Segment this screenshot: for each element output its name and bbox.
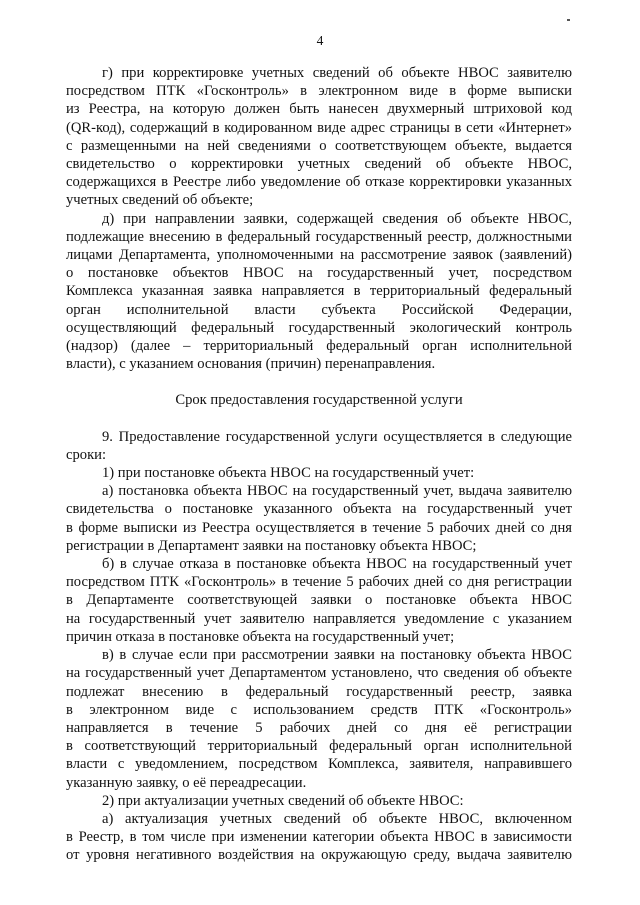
text-line: регистрации в Департамент заявки на постановку объекта НВОС; bbox=[66, 537, 477, 554]
text-line: подлежащие внесению в федеральный государственный реестр, должностными bbox=[66, 228, 572, 245]
text-line: причин отказа в постановке объекта на государственный учет; bbox=[66, 628, 455, 645]
text-line: посредством ПТК «Госконтроль» в электронном виде в форме выписки bbox=[66, 83, 572, 100]
text-line: о постановке объектов НВОС на государственный учет, посредством bbox=[66, 265, 572, 282]
text-line: (QR-код), содержащий в кодированном виде адрес страницы в сети «Интернет» bbox=[66, 119, 572, 136]
text-line: 1) при постановке объекта НВОС на государственный учет: bbox=[102, 465, 475, 482]
text-line: направляется в течение 5 рабочих дней со дня её регистрации bbox=[66, 719, 572, 736]
text-line: 9. Предоставление государственной услуги осуществляется в следующие bbox=[102, 428, 572, 445]
text-line: от уровня негативного воздействия на окружающую среду, выдача заявителю bbox=[66, 847, 572, 864]
text-line: власти с уведомлением, посредством Комплекса, заявителя, направившего bbox=[66, 756, 572, 773]
text-line: Комплекса указанная заявка направляется в территориальный федеральный bbox=[66, 283, 572, 300]
text-line: содержащихся в Реестре либо уведомление об отказе корректировки указанных bbox=[66, 174, 572, 191]
page-number: 4 bbox=[316, 33, 324, 48]
text-line: в Департаменте соответствующей заявки о постановке объекта НВОС bbox=[66, 592, 572, 609]
text-line: подлежат внесению в федеральный государственный реестр, заявка bbox=[66, 683, 572, 700]
text-line: д) при направлении заявки, содержащей сведения об объекте НВОС, bbox=[102, 210, 572, 227]
text-line: в форме выписки из Реестра осуществляется в течение 5 рабочих дней со дня bbox=[66, 519, 572, 536]
text-line: в электронном виде с использованием средств ПТК «Госконтроль» bbox=[66, 701, 572, 718]
text-line: б) в случае отказа в постановке объекта НВОС на государственный учет bbox=[102, 556, 572, 573]
text-line: а) актуализация учетных сведений об объекте НВОС, включенном bbox=[102, 810, 572, 827]
text-line: свидетельства о постановке указанного объекта на государственный учет bbox=[66, 501, 572, 518]
text-line: из Реестра, на которую должен быть нанесен двухмерный штриховой код bbox=[66, 101, 572, 118]
text-line: 2) при актуализации учетных сведений об объекте НВОС: bbox=[102, 792, 464, 809]
section-heading: Срок предоставления государственной услуги bbox=[175, 392, 463, 409]
text-line: сроки: bbox=[66, 446, 107, 463]
text-line: орган исполнительной власти субъекта Российской Федерации, bbox=[66, 301, 572, 318]
text-line: на государственный учет заявителю направляется уведомление с указанием bbox=[66, 610, 572, 627]
text-line: (надзор) (далее – территориальный федеральный орган исполнительной bbox=[66, 338, 572, 355]
text-line: с размещенными на ней сведениями о соответствующем объекте, выдается bbox=[66, 137, 572, 154]
text-line: в Реестр, в том числе при изменении категории объекта НВОС в зависимости bbox=[66, 829, 572, 846]
text-line: свидетельство о корректировки учетных сведений об объекте НВОС, bbox=[66, 156, 572, 173]
text-line: осуществляющий федеральный государственный экологический контроль bbox=[66, 319, 572, 336]
text-line: указанную заявку, о её переадресации. bbox=[66, 774, 307, 791]
paragraph-gap bbox=[66, 373, 572, 391]
text-line: власти), с указанием основания (причин) перенаправления. bbox=[66, 356, 436, 373]
scan-mark bbox=[567, 19, 570, 21]
paragraph-gap bbox=[66, 410, 572, 428]
document-body bbox=[66, 64, 572, 865]
text-line: на государственный учет Департаментом установлено, что сведения об объекте bbox=[66, 665, 572, 682]
text-line: г) при корректировке учетных сведений об объекте НВОС заявителю bbox=[102, 65, 572, 81]
text-line: посредством ПТК «Госконтроль» в течение 5 рабочих дней со дня регистрации bbox=[66, 574, 572, 591]
text-line: лицами Департамента, уполномоченными на рассмотрение заявок (заявлений) bbox=[66, 247, 572, 264]
text-line: а) постановка объекта НВОС на государственный учет, выдача заявителю bbox=[102, 483, 572, 500]
text-line: в) в случае если при рассмотрении заявки на постановку объекта НВОС bbox=[102, 647, 572, 664]
text-line: учетных сведений об объекте; bbox=[66, 192, 254, 209]
text-line: в соответствующий территориальный федеральный орган исполнительной bbox=[66, 738, 572, 755]
